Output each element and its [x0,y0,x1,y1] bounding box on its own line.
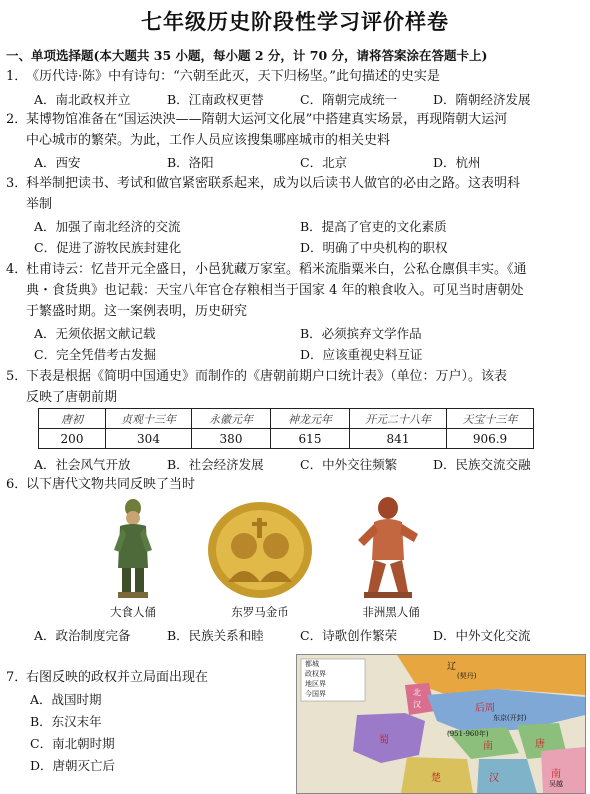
legend-item: 今国界 [305,690,326,698]
option-c[interactable]: C．促进了游牧民族封建化 [34,240,182,255]
option-c[interactable]: C．中外交往频繁 [300,457,398,472]
question-stem-cont: 典・食货典》也记载：天宝八年官仓存粮相当于国家 4 年的粮食收入。可见当时唐朝处 [26,283,524,298]
household-table [38,408,534,449]
map-label: 唐 [535,739,545,750]
option-a[interactable]: A．西安 [34,155,81,170]
options-q2 [34,153,582,173]
question-4 [6,259,584,322]
african-figurine-image [350,494,426,602]
question-number: 4． [6,262,28,277]
map-label: 北 [413,688,421,697]
option-b[interactable]: B．民族关系和睦 [167,628,264,643]
table-header-cell: 贞观十三年 [106,409,192,429]
option-c[interactable]: C．南北朝时期 [30,736,115,751]
table-cell: 380 [192,429,271,449]
map-label: 楚 [431,773,441,784]
question-number: 3． [6,176,28,191]
map-label: 东京(开封) [493,714,527,722]
question-5 [6,366,584,408]
option-c[interactable]: C．完全凭借考古发掘 [34,347,157,362]
table-cell: 615 [271,429,350,449]
map-image [297,655,585,793]
option-b[interactable]: B．洛阳 [167,155,214,170]
question-number: 6． [6,477,28,492]
question-stem: 科举制把读书、考试和做官紧密联系起来，成为以后读书人做官的必由之路。这表明科 [26,176,521,191]
option-b[interactable]: B．必须摈弃文学作品 [300,326,422,341]
option-b[interactable]: B．社会经济发展 [167,457,264,472]
table-header-cell: 开元二十八年 [350,409,447,429]
legend-item: 都城 [305,660,319,668]
dashi-figurine-image [108,498,158,602]
question-number: 2． [6,112,28,127]
option-d[interactable]: D．杭州 [433,155,481,170]
table-header-cell: 神龙元年 [271,409,350,429]
question-stem: 《历代诗·陈》中有诗句：“六朝至此灭，天下归杨坚。”此句描述的史实是 [26,69,440,84]
table-header-cell: 天宝十三年 [447,409,534,429]
map-label: 蜀 [379,735,389,746]
option-d[interactable]: D．应该重视史料互证 [300,347,423,362]
question-number: 1． [6,69,28,84]
table-cell: 304 [106,429,192,449]
map-label: 辽 [447,662,457,672]
question-stem-cont: 反映了唐朝前期 [26,390,118,405]
options-q4-row2 [34,345,582,365]
legend-item: 地区界 [305,680,326,688]
question-7 [6,667,296,688]
table-row [39,429,534,449]
question-stem: 某博物馆准备在“国运泱泱——隋朝大运河文化展”中搭建真实场景，再现隋朝大运河 [26,112,508,127]
option-b[interactable]: B．江南政权更替 [167,92,264,107]
question-stem-cont: 中心城市的繁荣。为此，工作人员应该搜集哪座城市的相关史料 [26,133,391,148]
option-b[interactable]: B．提高了官吏的文化素质 [300,219,447,234]
option-a[interactable]: A．战国时期 [30,692,102,707]
question-stem: 以下唐代文物共同反映了当时 [26,477,196,492]
artifact-caption: 大食人俑 [110,605,156,619]
option-d[interactable]: D．隋朝经济发展 [433,92,531,107]
table-cell: 200 [39,429,106,449]
byzantine-gold-coin-image [206,500,314,600]
table-cell: 906.9 [447,429,534,449]
options-q1 [34,90,582,110]
option-a[interactable]: A．加强了南北经济的交流 [34,219,181,234]
option-a[interactable]: A．南北政权并立 [34,92,131,107]
question-stem-cont: 于繁盛时期。这一案例表明，历史研究 [26,304,248,319]
question-stem: 杜甫诗云：忆昔开元全盛日，小邑犹藏万家室。稻米流脂粟米白，公私仓廪俱丰实。《通 [26,262,527,277]
table-header-cell: 唐初 [39,409,106,429]
option-a[interactable]: A．无须依据文献记载 [34,326,156,341]
options-q5 [34,455,582,475]
option-c[interactable]: C．北京 [300,155,348,170]
map-label: 吴越 [549,780,563,788]
option-c[interactable]: C．诗歌创作繁荣 [300,628,398,643]
map-label: 南 [551,769,561,780]
table-cell: 841 [350,429,447,449]
five-dynasties-map [296,654,586,794]
question-number: 7． [6,670,28,685]
option-c[interactable]: C．隋朝完成统一 [300,92,398,107]
page-title: 七年级历史阶段性学习评价样卷 [141,9,449,34]
option-d[interactable]: D．中外文化交流 [433,628,531,643]
map-label: (951-960年) [447,730,489,738]
option-b[interactable]: B．东汉末年 [30,714,102,729]
question-1 [6,66,584,87]
question-6 [6,474,584,495]
table-header-row [39,409,534,429]
option-d[interactable]: D．唐朝灭亡后 [30,758,116,773]
map-label: (契丹) [457,672,477,680]
option-d[interactable]: D．明确了中央机构的职权 [300,240,448,255]
question-number: 5． [6,369,28,384]
options-q6 [34,626,582,646]
question-3 [6,173,584,215]
options-q3-row2 [34,238,582,258]
option-d[interactable]: D．民族交流交融 [433,457,531,472]
section-heading: 一、单项选择题(本大题共 35 小题，每小题 2 分，计 70 分，请将答案涂在答题卡上) [6,48,488,63]
map-label: 南 [483,741,493,752]
legend-item: 政权界 [305,670,326,678]
map-legend [305,659,326,699]
options-q3-row1 [34,217,582,237]
question-stem: 下表是根据《简明中国通史》而制作的《唐朝前期户口统计表》（单位：万户）。该表 [26,369,508,384]
question-2 [6,109,584,151]
map-label: 汉 [413,700,421,709]
map-label: 后周 [475,703,495,714]
artifact-caption: 东罗马金币 [231,605,289,619]
option-a[interactable]: A．社会风气开放 [34,457,131,472]
question-stem: 右图反映的政权并立局面出现在 [26,670,209,685]
artifact-caption: 非洲黑人俑 [362,605,420,619]
table-header-cell: 永徽元年 [192,409,271,429]
option-a[interactable]: A．政治制度完备 [34,628,131,643]
options-q4-row1 [34,324,582,344]
map-label: 汉 [489,773,499,784]
question-stem-cont: 举制 [26,197,53,212]
